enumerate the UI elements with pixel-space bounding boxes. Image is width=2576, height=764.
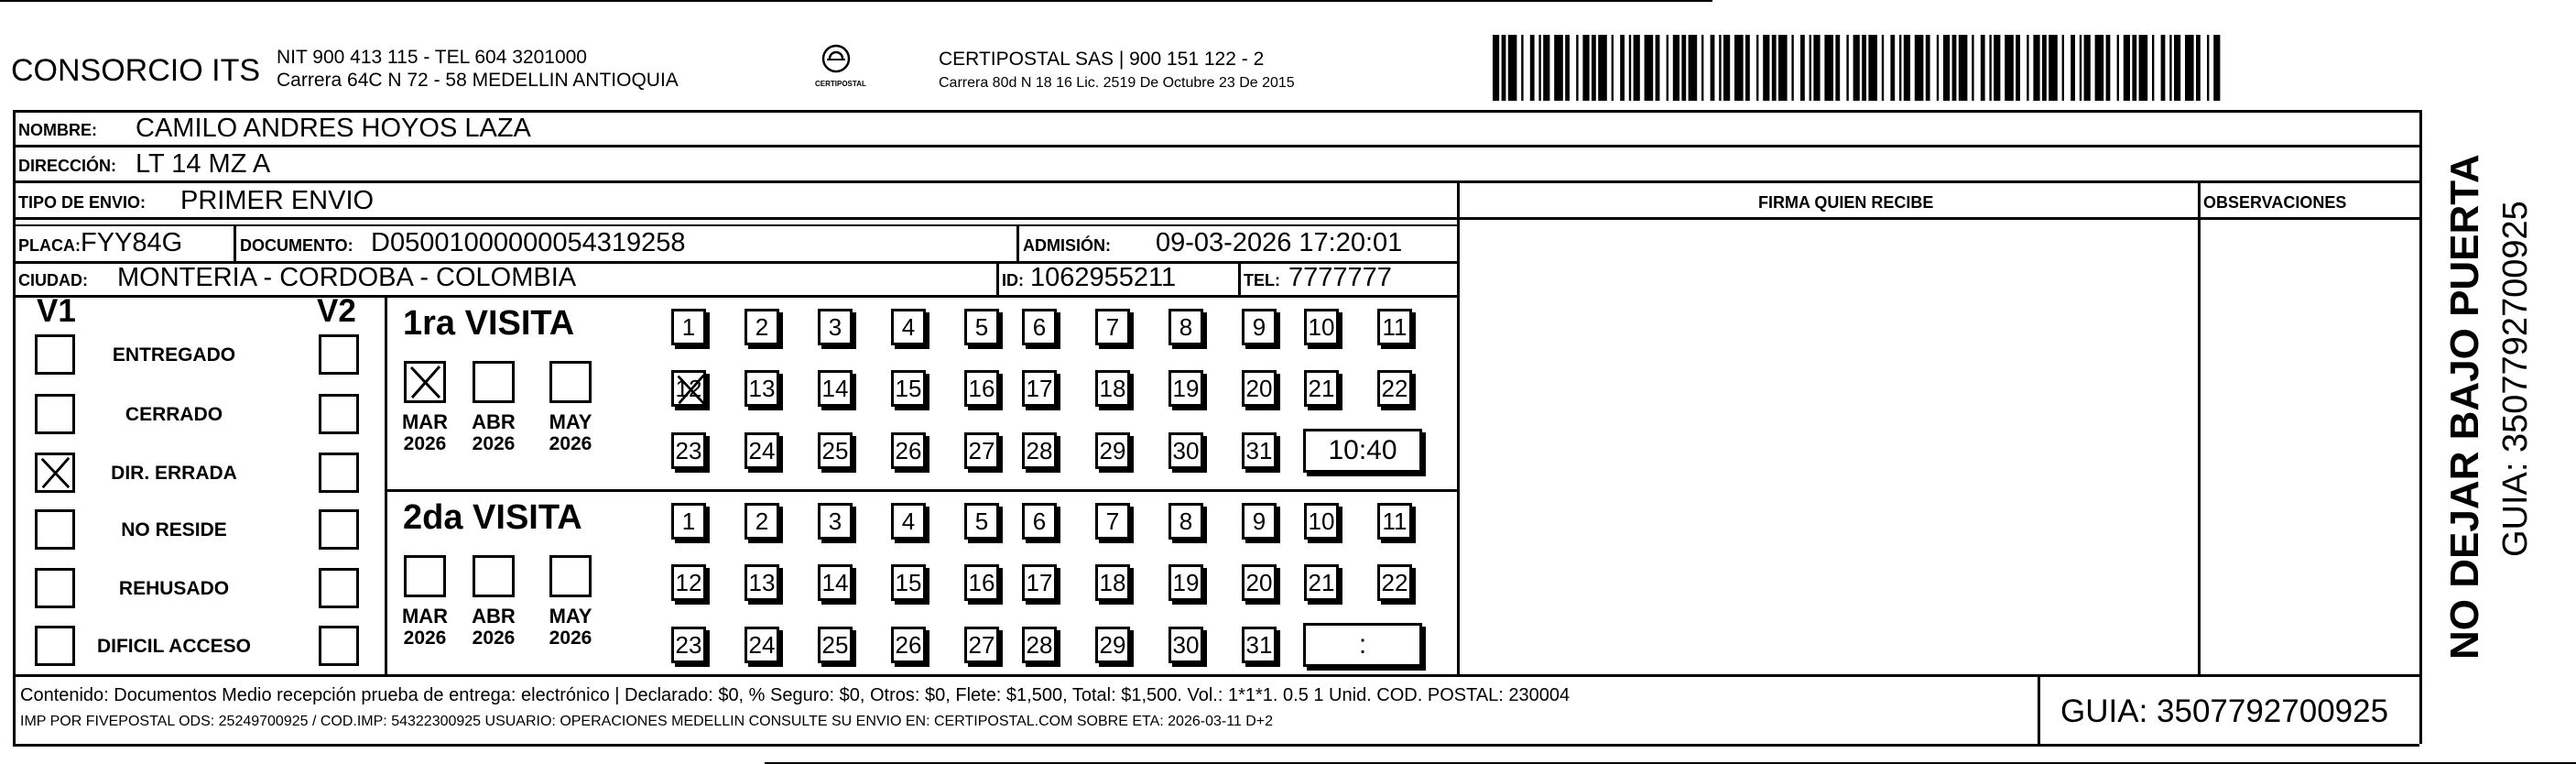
barcode-bar — [1502, 35, 1506, 101]
day-number: 22 — [1381, 375, 1408, 402]
month-label: ABR — [472, 605, 516, 628]
barcode-bar — [1862, 35, 1866, 101]
day-number: 12 — [675, 569, 702, 596]
day-box[interactable] — [745, 370, 779, 407]
barcode-bar — [1681, 35, 1686, 101]
day-box[interactable] — [671, 503, 706, 540]
day-number: 30 — [1172, 437, 1200, 464]
v2-checkbox[interactable] — [319, 509, 359, 550]
day-box[interactable] — [1242, 627, 1277, 663]
barcode-bar — [2080, 35, 2081, 101]
barcode-bar — [2005, 35, 2014, 101]
day-box[interactable] — [1022, 503, 1057, 540]
document-number: D05001000000054319258 — [371, 228, 686, 257]
barcode-bar — [2033, 35, 2039, 101]
barcode-bar — [2152, 35, 2154, 101]
day-box[interactable] — [1377, 309, 1412, 345]
barcode-bar — [1763, 35, 1769, 101]
day-number: 4 — [901, 508, 916, 535]
day-number: 25 — [821, 631, 849, 659]
day-number: 6 — [1032, 508, 1047, 535]
barcode-bar — [2049, 35, 2058, 101]
day-box[interactable] — [818, 564, 853, 601]
day-number: 13 — [748, 569, 776, 596]
day-number: 9 — [1252, 508, 1266, 535]
day-box[interactable] — [891, 627, 926, 663]
day-box[interactable] — [1242, 564, 1277, 601]
day-box[interactable] — [1242, 432, 1277, 469]
day-number: 19 — [1172, 375, 1200, 402]
v2-checkbox[interactable] — [319, 568, 359, 608]
day-box[interactable] — [1304, 309, 1339, 345]
barcode-bar — [1745, 35, 1750, 101]
day-number: 8 — [1179, 508, 1193, 535]
day-number: 27 — [968, 437, 995, 464]
barcode-bar — [1791, 35, 1793, 101]
barcode-bar — [1756, 35, 1758, 101]
day-number: 2 — [755, 508, 769, 535]
day-number: 21 — [1308, 569, 1335, 596]
city-label: CIUDAD: — [18, 271, 88, 289]
barcode-bar — [1711, 35, 1715, 101]
day-number: 4 — [901, 313, 916, 341]
barcode-bar — [1723, 35, 1730, 101]
day-box[interactable] — [745, 564, 779, 601]
day-number: 26 — [895, 437, 922, 464]
barcode-bar — [1612, 35, 1614, 101]
day-number: 3 — [828, 508, 842, 535]
day-number: 23 — [675, 437, 702, 464]
barcode-bar — [1629, 35, 1631, 101]
day-box[interactable] — [891, 309, 926, 345]
day-box[interactable] — [1242, 309, 1277, 345]
form-top-line — [13, 110, 2419, 113]
barcode-bar — [1989, 35, 1991, 101]
year-label: 2026 — [403, 433, 447, 454]
shipment-type: PRIMER ENVIO — [180, 186, 375, 215]
check-x-icon — [407, 364, 443, 400]
visit-time-field[interactable]: 10:40 — [1303, 429, 1422, 473]
day-number: 3 — [828, 313, 842, 341]
barcode-bar — [1846, 35, 1848, 101]
day-number: 30 — [1172, 631, 1200, 659]
month-label: MAR — [401, 410, 449, 433]
day-number: 29 — [1099, 437, 1126, 464]
day-box[interactable] — [1022, 564, 1057, 601]
day-box[interactable] — [818, 370, 853, 407]
barcode-bar — [1645, 35, 1654, 101]
year-label: 2026 — [472, 628, 516, 649]
status-label: CERRADO — [125, 404, 223, 425]
barcode-bar — [1673, 35, 1679, 101]
day-box[interactable] — [1095, 503, 1130, 540]
day-box[interactable] — [671, 370, 706, 407]
day-number: 23 — [675, 631, 702, 659]
v2-checkbox[interactable] — [319, 334, 359, 375]
barcode-bar — [2207, 35, 2209, 101]
status-label: NO RESIDE — [121, 519, 227, 540]
month-label: MAY — [549, 410, 592, 433]
day-box[interactable] — [1095, 432, 1130, 469]
barcode-bar — [1620, 35, 1625, 101]
operator-line1: CERTIPOSTAL SAS | 900 151 122 - 2 — [939, 49, 1265, 70]
day-box[interactable] — [1095, 309, 1130, 345]
day-box[interactable] — [1242, 503, 1277, 540]
address-label: DIRECCIÓN: — [18, 157, 116, 175]
month-checkbox[interactable] — [404, 555, 446, 597]
company-info-line2: Carrera 64C N 72 - 58 MEDELLIN ANTIOQUIA — [277, 70, 679, 91]
month-checkbox[interactable] — [473, 555, 515, 597]
barcode-bar — [2161, 35, 2166, 101]
footer-print-line: IMP POR FIVEPOSTAL ODS: 25249700925 / COD.IMP: 54322300925 USUARIO: OPERACIONES MEDELLIN CONSULTE SU ENVIO EN: CERTIPOSTAL.COM SOBRE ETA: 2026-03-11 D+2 — [20, 714, 1274, 729]
v2-checkbox[interactable] — [319, 626, 359, 666]
day-box[interactable] — [671, 432, 706, 469]
barcode — [1493, 35, 2225, 101]
barcode-bar — [1890, 35, 1895, 101]
barcode-bar — [2016, 35, 2020, 101]
day-box[interactable] — [745, 627, 779, 663]
logo-caption: CERTIPOSTAL — [815, 80, 866, 88]
day-number: 31 — [1245, 631, 1273, 659]
month-checkbox[interactable] — [549, 361, 592, 403]
month-label: MAY — [549, 605, 592, 628]
day-box[interactable] — [745, 432, 779, 469]
barcode-bar — [1926, 35, 1930, 101]
barcode-bar — [1656, 35, 1660, 101]
barcode-bar — [1565, 35, 1570, 101]
status-label: DIR. ERRADA — [111, 463, 237, 484]
barcode-bar — [2196, 35, 2201, 101]
recipient-address: LT 14 MZ A — [136, 149, 271, 179]
day-box[interactable] — [964, 564, 999, 601]
day-box[interactable] — [964, 370, 999, 407]
barcode-bar — [1835, 35, 1840, 101]
day-number: 26 — [895, 631, 922, 659]
day-number: 2 — [755, 313, 769, 341]
barcode-bar — [1899, 35, 1901, 101]
barcode-bar — [2139, 35, 2148, 101]
barcode-bar — [1937, 35, 1939, 101]
barcode-bar — [1810, 35, 1811, 101]
day-box[interactable] — [964, 627, 999, 663]
day-box[interactable] — [1022, 370, 1057, 407]
barcode-bar — [1667, 35, 1668, 101]
day-number: 15 — [895, 569, 922, 596]
operator-line2: Carrera 80d N 18 16 Lic. 2519 De Octubre 23 De 2015 — [939, 75, 1295, 91]
barcode-bar — [1943, 35, 1950, 101]
admission-datetime: 09-03-2026 17:20:01 — [1156, 228, 1403, 257]
barcode-bar — [1915, 35, 1924, 101]
plate: FYY84G — [81, 228, 183, 257]
barcode-bar — [2106, 35, 2111, 101]
certipostal-logo — [815, 42, 866, 93]
recipient-id: 1062955211 — [1030, 263, 1177, 292]
barcode-bar — [2124, 35, 2130, 101]
day-box[interactable] — [891, 564, 926, 601]
day-number: 22 — [1381, 569, 1408, 596]
barcode-bar — [1824, 35, 1833, 101]
day-number: 27 — [968, 631, 995, 659]
barcode-bar — [1701, 35, 1703, 101]
day-number: 17 — [1026, 569, 1053, 596]
barcode-bar — [1689, 35, 1698, 101]
day-box[interactable] — [1377, 503, 1412, 540]
company-info-line1: NIT 900 413 115 - TEL 604 3201000 — [277, 47, 587, 68]
day-box[interactable] — [1168, 503, 1203, 540]
day-number: 7 — [1105, 508, 1120, 535]
signature-header: FIRMA QUIEN RECIBE — [1758, 193, 1934, 212]
city: MONTERIA - CORDOBA - COLOMBIA — [117, 263, 577, 292]
day-number: 24 — [748, 437, 776, 464]
barcode-bar — [2042, 35, 2047, 101]
day-number: 7 — [1105, 313, 1120, 341]
day-box[interactable] — [891, 370, 926, 407]
day-number: 5 — [974, 508, 989, 535]
admission-label: ADMISIÓN: — [1023, 236, 1111, 255]
id-label: ID: — [1002, 271, 1024, 289]
day-box[interactable] — [1304, 503, 1339, 540]
barcode-bar — [2169, 35, 2171, 101]
form-right-line — [2419, 110, 2422, 744]
barcode-bar — [2174, 35, 2180, 101]
barcode-bar — [1508, 35, 1517, 101]
barcode-bar — [2084, 35, 2091, 101]
day-box[interactable] — [1168, 309, 1203, 345]
day-box[interactable] — [1022, 309, 1057, 345]
certipostal-logo-icon — [818, 42, 854, 79]
day-box[interactable] — [818, 503, 853, 540]
day-box[interactable] — [1095, 370, 1130, 407]
status-label: REHUSADO — [118, 578, 230, 599]
day-number: 18 — [1099, 569, 1126, 596]
barcode-bar — [1882, 35, 1884, 101]
day-number: 15 — [895, 375, 922, 402]
barcode-bar — [2027, 35, 2028, 101]
barcode-bar — [1734, 35, 1744, 101]
document-label: DOCUMENTO: — [240, 236, 353, 255]
day-box[interactable] — [1168, 627, 1203, 663]
day-number: 16 — [968, 569, 995, 596]
barcode-bar — [1981, 35, 1985, 101]
day-box[interactable] — [745, 309, 779, 345]
barcode-bar — [1592, 35, 1596, 101]
recipient-name: CAMILO ANDRES HOYOS LAZA — [136, 114, 531, 143]
barcode-bar — [2062, 35, 2064, 101]
year-label: 2026 — [549, 433, 592, 454]
barcode-bar — [1813, 35, 1820, 101]
barcode-bar — [1543, 35, 1549, 101]
day-number: 1 — [681, 508, 696, 535]
barcode-bar — [2117, 35, 2119, 101]
visit-title: 1ra VISITA — [403, 304, 575, 343]
day-box[interactable] — [1168, 564, 1203, 601]
day-box[interactable] — [891, 503, 926, 540]
day-box[interactable] — [1304, 370, 1339, 407]
v2-checkbox[interactable] — [319, 453, 359, 493]
day-number: 12 — [675, 375, 702, 402]
day-box[interactable] — [1377, 564, 1412, 601]
day-number: 31 — [1245, 437, 1273, 464]
day-number: 8 — [1179, 313, 1193, 341]
company-name: CONSORCIO ITS — [11, 53, 261, 88]
month-label: MAR — [401, 605, 449, 628]
day-box[interactable] — [818, 309, 853, 345]
day-number: 29 — [1099, 631, 1126, 659]
footer-content-line: Contenido: Documentos Medio recepción prueba de entrega: electrónico | Declarado: $0, % Seguro: $0, Otros: $0, Flete: $1,500, Total: $1,500. Vol.: 1*1*1. 0.5 1 Unid. COD. POSTAL: 230004 — [20, 685, 1571, 705]
day-box[interactable] — [671, 627, 706, 663]
barcode-bar — [2185, 35, 2194, 101]
day-number: 14 — [821, 569, 849, 596]
barcode-bar — [1598, 35, 1607, 101]
barcode-bar — [2071, 35, 2075, 101]
day-number: 24 — [748, 631, 776, 659]
barcode-bar — [1994, 35, 2000, 101]
barcode-bar — [1634, 35, 1640, 101]
day-box[interactable] — [1095, 627, 1130, 663]
status-label: DIFICIL ACCESO — [96, 636, 251, 657]
barcode-bar — [1952, 35, 1957, 101]
barcode-bar — [1772, 35, 1777, 101]
barcode-bar — [1521, 35, 1523, 101]
day-number: 19 — [1172, 569, 1200, 596]
day-number: 20 — [1245, 569, 1273, 596]
status-label: ENTREGADO — [112, 344, 236, 366]
barcode-bar — [1959, 35, 1968, 101]
barcode-bar — [2095, 35, 2104, 101]
day-number: 10 — [1308, 508, 1335, 535]
day-box[interactable] — [1168, 370, 1203, 407]
barcode-bar — [1493, 35, 1499, 101]
day-number: 28 — [1026, 631, 1053, 659]
year-label: 2026 — [472, 433, 516, 454]
day-number: 11 — [1382, 508, 1408, 535]
day-number: 13 — [748, 375, 776, 402]
month-checkbox[interactable] — [404, 361, 446, 403]
day-box[interactable] — [891, 432, 926, 469]
v2-checkbox[interactable] — [319, 394, 359, 434]
barcode-bar — [1868, 35, 1877, 101]
barcode-bar — [1853, 35, 1860, 101]
day-box[interactable] — [964, 309, 999, 345]
day-box[interactable] — [818, 432, 853, 469]
footer-guide-number: GUIA: 3507792700925 — [2060, 693, 2389, 729]
day-number: 18 — [1099, 375, 1126, 402]
barcode-bar — [1972, 35, 1973, 101]
barcode-bar — [1576, 35, 1578, 101]
side-guide-number: GUIA: 3507792700925 — [2496, 201, 2535, 557]
year-label: 2026 — [403, 628, 447, 649]
top-border — [0, 0, 1712, 2]
day-box[interactable] — [964, 503, 999, 540]
day-box[interactable] — [671, 564, 706, 601]
day-box[interactable] — [1022, 432, 1057, 469]
day-number: 14 — [821, 375, 849, 402]
barcode-bar — [2213, 35, 2220, 101]
barcode-bar — [2132, 35, 2136, 101]
day-box[interactable] — [671, 309, 706, 345]
observations-header: OBSERVACIONES — [2203, 193, 2347, 212]
day-number: 16 — [968, 375, 995, 402]
v1-label: V1 — [37, 293, 76, 329]
day-box[interactable] — [818, 627, 853, 663]
year-label: 2026 — [549, 628, 592, 649]
day-box[interactable] — [1022, 627, 1057, 663]
barcode-bar — [1800, 35, 1805, 101]
day-number: 6 — [1032, 313, 1047, 341]
shipment-type-label: TIPO DE ENVIO: — [18, 193, 147, 212]
recipient-tel: 7777777 — [1288, 263, 1392, 292]
plate-label: PLACA: — [18, 236, 81, 255]
day-box[interactable] — [964, 432, 999, 469]
barcode-bar — [1719, 35, 1721, 101]
barcode-bar — [1904, 35, 1910, 101]
barcode-bar — [1554, 35, 1563, 101]
visit-title: 2da VISITA — [403, 498, 582, 537]
day-box[interactable] — [1242, 370, 1277, 407]
day-number: 1 — [681, 313, 696, 341]
name-label: NOMBRE: — [18, 121, 97, 139]
barcode-bar — [1538, 35, 1540, 101]
tel-label: TEL: — [1244, 271, 1280, 289]
day-number: 11 — [1382, 313, 1408, 341]
barcode-bar — [1778, 35, 1788, 101]
barcode-bar — [1582, 35, 1589, 101]
day-number: 25 — [821, 437, 849, 464]
day-box[interactable] — [1377, 370, 1412, 407]
barcode-bar — [1530, 35, 1535, 101]
day-number: 20 — [1245, 375, 1273, 402]
day-number: 5 — [974, 313, 989, 341]
day-number: 21 — [1308, 375, 1335, 402]
day-number: 28 — [1026, 437, 1053, 464]
day-number: 17 — [1026, 375, 1053, 402]
month-checkbox[interactable] — [549, 555, 592, 597]
day-box[interactable] — [1095, 564, 1130, 601]
month-label: ABR — [472, 410, 516, 433]
check-x-icon — [674, 373, 707, 406]
day-box[interactable] — [745, 503, 779, 540]
day-number: 9 — [1252, 313, 1266, 341]
day-box[interactable] — [1168, 432, 1203, 469]
day-box[interactable] — [1304, 564, 1339, 601]
day-number: 10 — [1308, 313, 1335, 341]
visit-time-field[interactable]: : — [1303, 623, 1422, 667]
no-dejar-notice: NO DEJAR BAJO PUERTA — [2442, 154, 2487, 660]
v2-label: V2 — [317, 293, 356, 329]
month-checkbox[interactable] — [473, 361, 515, 403]
